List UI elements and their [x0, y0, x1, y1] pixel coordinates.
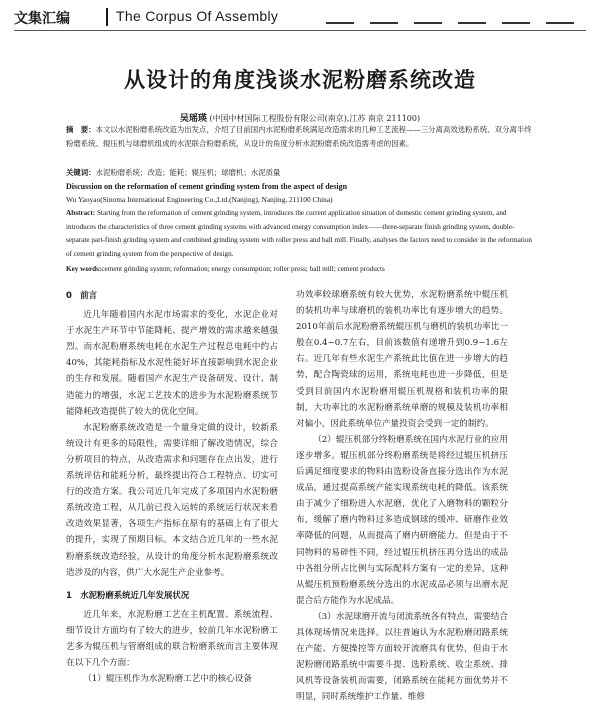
- header-decoration: [326, 22, 586, 24]
- author-en: Wu Yaoyao(Sinoma International Engineering Co.,Ltd.(Nanjing), Nanjing, 211100 China): [66, 195, 333, 204]
- article-title: 从设计的角度浅谈水泥粉磨系统改造: [124, 68, 476, 92]
- keywords-cn: [66, 166, 534, 180]
- keywords-cn-text: 水泥粉磨系统；改造；能耗；辊压机；球磨机；水泥质量: [95, 168, 281, 177]
- abstract-cn: [66, 123, 534, 151]
- body-column-right: [296, 287, 508, 705]
- abstract-en: [66, 207, 534, 261]
- section-0-heading: 0 前言: [66, 290, 97, 300]
- page-header: [14, 6, 586, 28]
- abstract-label: 摘 要：: [66, 125, 96, 134]
- keywords-en-text: cement grinding system; reformation; energy consumption; roller press; ball mill; cement products: [101, 265, 385, 273]
- header-rule: [14, 30, 586, 31]
- section-title-cn: 文集汇编: [14, 11, 70, 27]
- section-1-item-1: （1）辊压机作为水泥粉磨工艺中的核心设备: [83, 674, 252, 685]
- section-0-paragraph-1: 近几年随着国内水泥市场需求的变化，水泥企业对于水泥生产环节中节能降耗、提产增效的需求越来越强烈。而水泥粉磨系统电耗在水泥生产过程总电耗中约占40%，其能耗指标及水泥性能好坏直接影响到水泥企业的生存和发展。随着国产水泥生产设备研发、设计、制造能力的增强，水泥工艺技术的进步为水泥粉磨系统节能降耗改造提供了较大的优化空间。: [66, 310, 278, 417]
- section-title-en: The Corpus Of Assembly: [116, 8, 279, 24]
- body-column-left: [66, 287, 278, 687]
- right-paragraph-3: （3）水泥球磨开流与闭流系统各有特点，需要结合具体现场情况来选择。以往普遍认为水泥粉磨闭路系统在产能、方便操控等方面较开流磨具有优势，但由于水泥粉磨闭路系统中需要斗提、选粉系统、收尘系统、排风机等设备装机而需要，闭路系统在能耗方面优势并不明显，同时系统维护工作量、维修: [296, 611, 508, 703]
- header-separator: [106, 8, 108, 26]
- abstract-cn-text: 本文以水泥粉磨系统改造为出发点，介绍了目前国内水泥粉磨系统满足改造需求的几种工艺流程——三分离高效选粉系统、双分离半终粉磨系统、辊压机与球磨机组成的水泥联合粉磨系统，从设计的角度分析水泥粉磨系统改造需考虑的因素。: [66, 125, 532, 148]
- abstract-en-text: Starting from the reformation of cement grinding system, introduces the current application situation of domestic cement grinding system, and introduces the characteristics of three cement grinding systems with advanced energy consumption index——three-separate finish grinding system, double-separate part-finish grinding system and combined grinding system with roller press and ball mill. Finally, analyses the factors need to consider in the reformation of cement grinding system from the perspective of design.: [66, 209, 533, 258]
- keywords-label: 关键词：: [66, 168, 96, 177]
- title-en: Discussion on the reformation of cement grinding system from the aspect of design: [66, 182, 348, 191]
- keywords-en-label: Key words:: [66, 265, 102, 273]
- author-name: 吴瑶瑛: [179, 114, 207, 124]
- author-affiliation: (中国中材国际工程股份有限公司(南京),江苏 南京 211100): [209, 114, 421, 123]
- section-1-heading: 1 水泥粉磨系统近几年发展状况: [66, 589, 190, 600]
- abstract-en-label: Abstract:: [66, 209, 96, 217]
- keywords-en: [66, 262, 534, 276]
- right-paragraph-1: 功效率较球磨系统有较大优势，水泥粉磨系统中辊压机的装机功率与球磨机的装机功率比有逐步增大的趋势。2010年前后水泥粉磨系统辊压机与磨机的装机功率比一般在0.4~0.7左右，目前该数值有递增升到0.9~1.6左右。近几年有些水泥生产系统此比值在进一步增大的趋势，配合陶瓷球的运用，系统电耗也进一步降低，但是受到目前国内水泥粉磨用辊压机规格和装机功率的限制，大功率比的水泥粉磨系统单磨的规模及装机功率相对偏小，因此系统单位产量投资会受到一定的制约。: [296, 290, 508, 429]
- right-paragraph-2: （2）辊压机部分终粉磨系统在国内水泥行业的应用逐步增多。辊压机部分终粉磨系统是将经过辊压机挤压后满足细度要求的物料由选粉设备直接分选出作为水泥成品，通过提高系统产能实现系统电耗的降低。该系统由于减少了细粉进入水泥磨，优化了入磨物料的颗粒分布，缓解了磨内物料过多造成钢球的缓冲、研磨作业效率降低的问题，从而提高了磨内研磨能力。但是由于不同物料的易碎性不同，经过辊压机挤压再分选出的成品中各组分所占比例与实际配料方案有一定的差异，这种从辊压机预粉磨系统分选出的水泥成品必须与出磨水泥混合后方能作为水泥成品。: [296, 434, 508, 606]
- section-1-paragraph-1: 近几年来，水泥粉磨工艺在主机配置、系统流程、细节设计方面均有了较大的进步，较前几年水泥粉磨工艺多为辊压机与管磨组成的联合粉磨系统而言主要体现在以下几个方面：: [66, 609, 278, 669]
- section-0-paragraph-2: 水泥粉磨系统改造是一个量身定做的设计，较新系统设计有更多的局限性，需要详细了解改造情况，综合分析项目的特点，从改造需求和问题存在点出发，进行系统评估和能耗分析，最终提出符合工程特点、切实可行的改造方案。我公司近几年完成了多项国内水泥粉磨系统改造工程，从几前已投入运转的系统运行状况来看改造效果显著，各项生产指标在原有的基础上有了很大的提升，实现了预期目标。本文结合近几年的一些水泥粉磨系统改造经验，从设计的角度分析水泥粉磨系统改造涉及的内容，供广大水泥生产企业参考。: [66, 422, 278, 578]
